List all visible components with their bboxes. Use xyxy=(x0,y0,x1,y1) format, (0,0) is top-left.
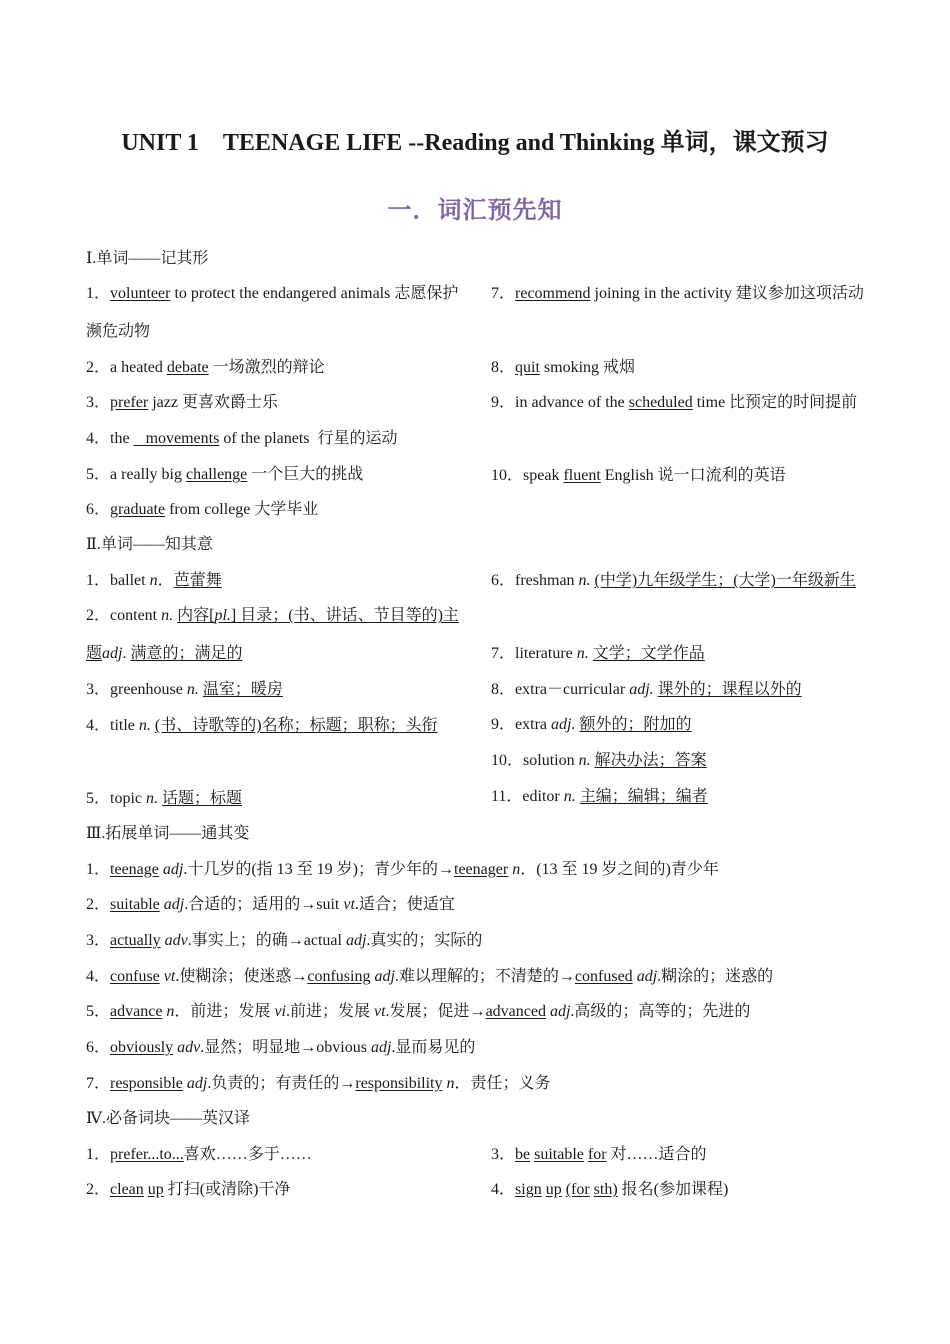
answer-word: (for xyxy=(565,1181,590,1198)
answer-word: quit xyxy=(515,359,540,376)
answer-word: advanced xyxy=(485,1003,546,1020)
vocab-item: 6．graduate from college 大学毕业 xyxy=(86,501,319,518)
part-of-speech: adj xyxy=(345,932,367,949)
meaning-item: 6．freshman n. (中学)九年级学生；(大学)一年级新生 xyxy=(491,572,856,589)
expand-item: 6．obviously adv.显然；明显地→obvious adj.显而易见的 xyxy=(86,1039,476,1056)
vocab-item: 5．a really big challenge 一个巨大的挑战 xyxy=(86,466,364,483)
meaning-item: 10．solution n. 解决办法；答案 xyxy=(491,752,707,769)
part-of-speech: adv xyxy=(177,1039,201,1056)
answer-word: confuse xyxy=(110,968,160,985)
answer-word: challenge xyxy=(185,466,248,483)
section-1-heading: Ⅰ.单词——记其形 xyxy=(86,250,209,267)
answer-meaning: 话题；标题 xyxy=(162,790,243,807)
answer-meaning: 满意的；满足的 xyxy=(130,645,243,662)
part-of-speech: vt xyxy=(343,896,355,913)
answer-word: confused xyxy=(574,968,633,985)
part-of-speech: n xyxy=(166,1003,175,1020)
expand-item: 5．advance n．前进；发展 vi.前进；发展 vt.发展；促进→advanced adj.高级的；高等的；先进的 xyxy=(86,1003,751,1020)
answer-meaning: (中学)九年级学生；(大学)一年级新生 xyxy=(594,572,856,589)
part-of-speech: adj xyxy=(370,1039,392,1056)
part-of-speech: n xyxy=(512,861,521,878)
expand-item: 4．confuse vt.使糊涂；使迷惑→confusing adj.难以理解的；不清楚的→confused adj.糊涂的；迷惑的 xyxy=(86,968,774,985)
meaning-item: 8．extra－curricular adj. 课外的；课程以外的 xyxy=(491,681,802,698)
answer-word: debate xyxy=(166,359,209,376)
answer-word: responsible xyxy=(110,1075,183,1092)
phrase-item: 3．be suitable for 对……适合的 xyxy=(491,1146,707,1163)
phrase-item: 2．clean up 打扫(或清除)干净 xyxy=(86,1181,291,1198)
section-3-heading: Ⅲ.拓展单词——通其变 xyxy=(86,825,250,842)
vocab-item: 4．the movements of the planets 行星的运动 xyxy=(86,430,398,447)
meaning-item: 11．editor n. 主编；编辑；编者 xyxy=(491,788,708,805)
part-of-speech: n xyxy=(446,1075,455,1092)
vocab-item: 1．volunteer to protect the endangered animals 志愿保护濒危动物 xyxy=(86,285,459,340)
phrase-item: 1．prefer...to...喜欢……多于…… xyxy=(86,1146,312,1163)
answer-meaning: 额外的；附加的 xyxy=(579,716,692,733)
part-of-speech: vt xyxy=(374,1003,386,1020)
page-title: UNIT 1 TEENAGE LIFE --Reading and Thinking 单词，课文预习 xyxy=(121,130,829,156)
answer-word: up xyxy=(147,1181,164,1198)
answer-word: movements xyxy=(133,430,220,447)
expand-item: 3．actually adv.事实上；的确→actual adj.真实的；实际的 xyxy=(86,932,483,949)
answer-word: fluent xyxy=(563,467,601,484)
vocab-item: 9．in advance of the scheduled time 比预定的时间提前 xyxy=(491,394,858,411)
answer-word: up xyxy=(545,1181,562,1198)
phrase-item: 4．sign up (for sth) 报名(参加课程) xyxy=(491,1181,729,1198)
part-of-speech: adj xyxy=(163,896,185,913)
answer-meaning: 内容[ xyxy=(177,607,215,624)
vocab-item: 7．recommend joining in the activity 建议参加这项活动 xyxy=(491,285,864,302)
answer-word: prefer...to... xyxy=(110,1146,184,1163)
vocab-item: 10．speak fluent English 说一口流利的英语 xyxy=(491,467,786,484)
answer-word: scheduled xyxy=(628,394,693,411)
answer-word: advance xyxy=(110,1003,163,1020)
expand-item: 2．suitable adj.合适的；适用的→suit vt.适合；使适宜 xyxy=(86,896,455,913)
answer-word: obviously xyxy=(110,1039,174,1056)
part-of-speech: vi xyxy=(274,1003,286,1020)
answer-meaning: 芭蕾舞 xyxy=(173,572,222,589)
part-of-speech: adj xyxy=(374,968,395,985)
meaning-item: 7．literature n. 文学；文学作品 xyxy=(491,645,705,662)
section-title: 一．词汇预先知 xyxy=(387,198,563,224)
answer-word: recommend xyxy=(515,285,591,302)
expand-item: 1．teenage adj.十几岁的(指 13 至 19 岁)；青少年的→teenager n．(13 至 19 岁之间的)青少年 xyxy=(86,861,719,878)
answer-word: be xyxy=(515,1146,531,1163)
meaning-item: 1．ballet n．芭蕾舞 xyxy=(86,572,222,589)
meaning-item: 2．content n. 内容[pl.] 目录；(书、讲话、节目等的)主题adj. 满意的；满足的 xyxy=(86,607,459,662)
answer-word: suitable xyxy=(110,896,160,913)
answer-meaning: 文学；文学作品 xyxy=(592,645,705,662)
vocab-item: 3．prefer jazz 更喜欢爵士乐 xyxy=(86,394,278,411)
answer-word: sign xyxy=(515,1181,542,1198)
answer-meaning: (书、诗歌等的)名称；标题；职称；头衔 xyxy=(154,717,438,734)
answer-meaning: 解决办法；答案 xyxy=(594,752,707,769)
vocab-item: 2．a heated debate 一场激烈的辩论 xyxy=(86,359,325,376)
answer-word: responsibility xyxy=(355,1075,443,1092)
answer-meaning: ] 目录；(书、讲话、节目等的)主题 xyxy=(86,607,459,662)
meaning-item: 5．topic n. 话题；标题 xyxy=(86,790,243,807)
answer-word: confusing xyxy=(307,968,371,985)
answer-word: sth) xyxy=(593,1181,618,1198)
vocab-item: 8．quit smoking 戒烟 xyxy=(491,359,636,376)
answer-word: volunteer xyxy=(110,285,171,302)
part-of-speech: vt xyxy=(163,968,176,985)
answer-word: clean xyxy=(110,1181,144,1198)
expand-item: 7．responsible adj.负责的；有责任的→responsibility n．责任；义务 xyxy=(86,1075,551,1092)
answer-word: for xyxy=(587,1146,607,1163)
part-of-speech: adj xyxy=(186,1075,208,1092)
meaning-item: 3．greenhouse n. 温室；暖房 xyxy=(86,681,283,698)
part-of-speech: adj xyxy=(162,861,184,878)
meaning-item: 9．extra adj. 额外的；附加的 xyxy=(491,716,692,733)
answer-meaning: 温室；暖房 xyxy=(202,681,283,698)
answer-word: actually xyxy=(110,932,161,949)
part-of-speech: adj xyxy=(636,968,658,985)
meaning-item: 4．title n. (书、诗歌等的)名称；标题；职称；头衔 xyxy=(86,717,438,734)
answer-meaning: 主编；编辑；编者 xyxy=(579,788,708,805)
answer-meaning: 课外的；课程以外的 xyxy=(657,681,802,698)
answer-word: suitable xyxy=(534,1146,584,1163)
section-2-heading: Ⅱ.单词——知其意 xyxy=(86,536,213,553)
part-of-speech: adj xyxy=(549,1003,571,1020)
answer-word: teenager xyxy=(454,861,509,878)
answer-word: teenage xyxy=(110,861,159,878)
part-of-speech: adv xyxy=(164,932,188,949)
answer-word: prefer xyxy=(110,394,149,411)
section-4-heading: Ⅳ.必备词块——英汉译 xyxy=(86,1110,250,1127)
answer-word: graduate xyxy=(110,501,166,518)
